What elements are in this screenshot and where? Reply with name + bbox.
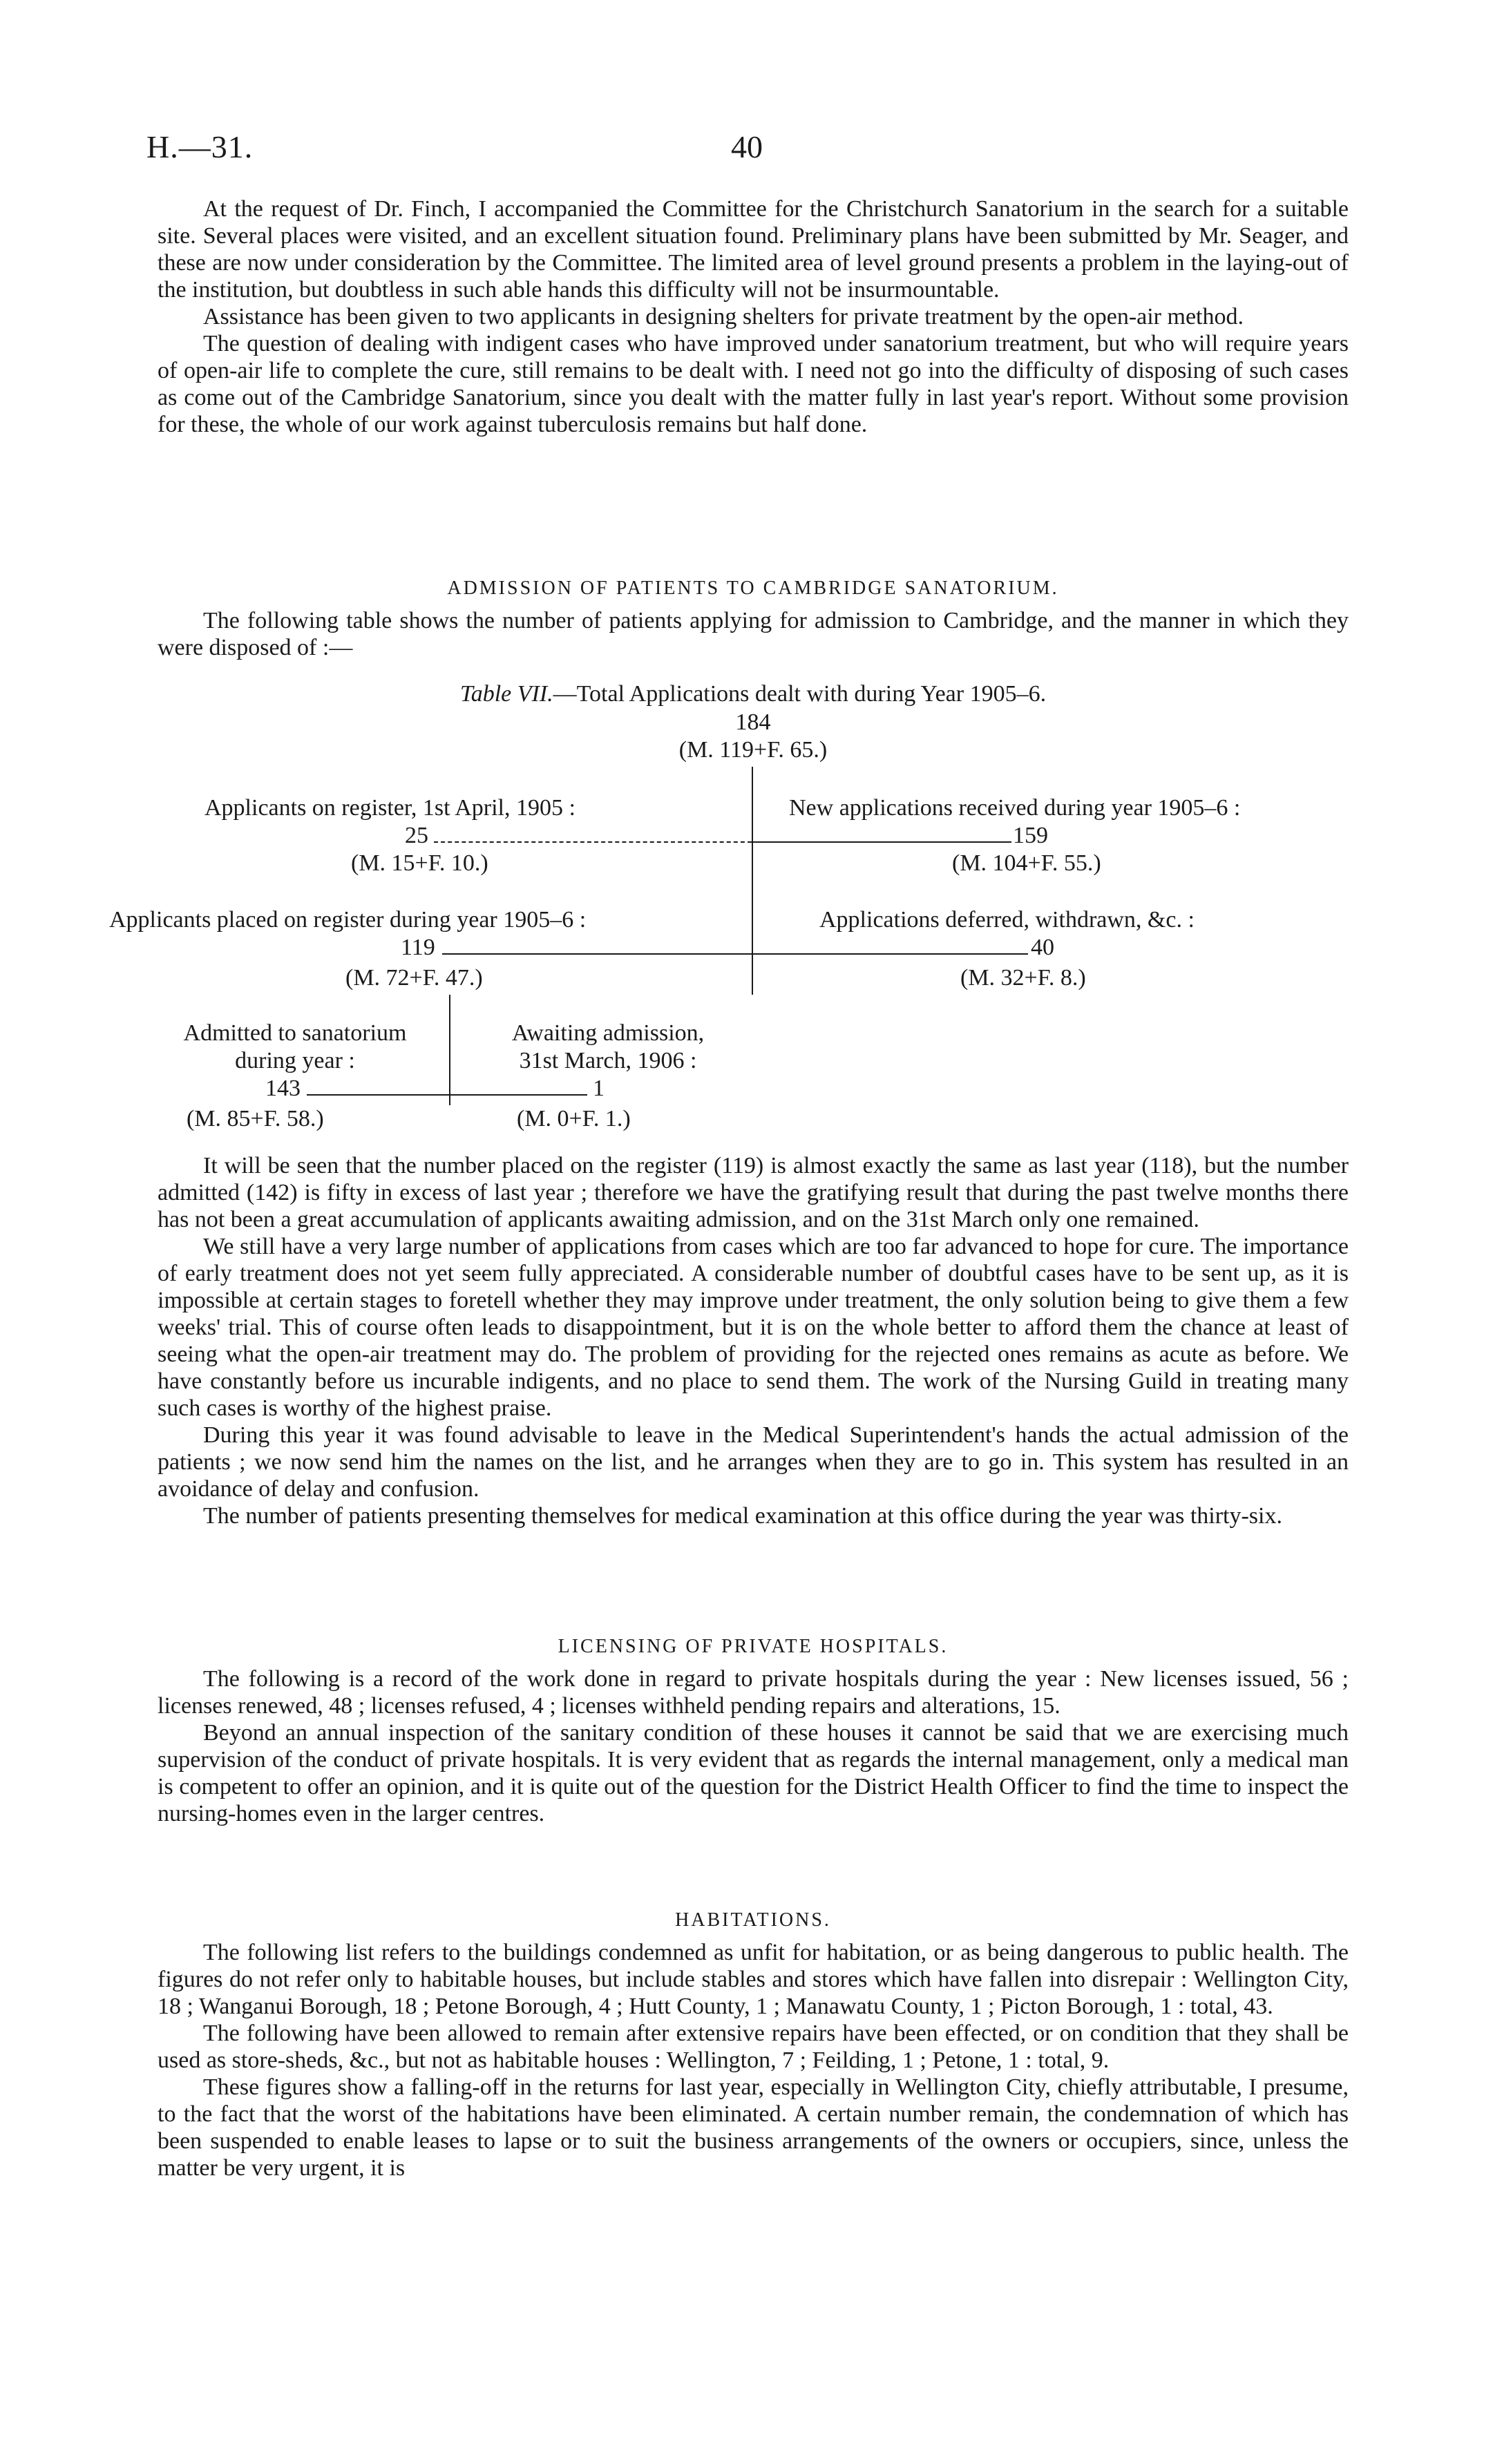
admitted-label: Admitted to sanatorium [183, 1020, 407, 1046]
register-start-label: Applicants on register, 1st April, 1905 : [205, 795, 576, 821]
table-caption-label: Table VII. [459, 681, 553, 707]
connector-horizontal [434, 841, 752, 843]
connector-horizontal [752, 841, 1011, 843]
placed-on-register-label: Applicants placed on register during year 1905–6 : [109, 907, 587, 933]
section-heading: LICENSING OF PRIVATE HOSPITALS. [558, 1636, 949, 1657]
total-split: (M. 119+F. 65.) [678, 737, 828, 763]
paragraph: The question of dealing with indigent cases who have improved under sanatorium treatment, but who will require years of open-air life to complete the cure, still remains to be dealt with. I need not go into the difficulty of disposing of such cases as come out of the Cambridge Sanatorium, since you dealt with the matter fully in last year's report. Without some provision for these, the whole of our work against tuberculosis remains but half done. [158, 331, 1349, 437]
paragraph: The number of patients presenting themselves for medical examination at this office during the year was thirty-six. [203, 1503, 1282, 1529]
discussion-paragraphs [158, 1152, 1349, 1529]
paragraph: The following table shows the number of patients applying for admission to Cambridge, and the manner in which they were disposed of :— [158, 608, 1349, 660]
admitted-value: 143 [265, 1076, 301, 1101]
register-start-split: (M. 15+F. 10.) [351, 850, 488, 876]
paragraph: Assistance has been given to two applicants in designing shelters for private treatment by the open-air method. [203, 304, 1244, 330]
paragraph: We still have a very large number of applications from cases which are too far advanced to hope for cure. The importance of early treatment does not yet seem fully appreciated. A considerable number of doubtful cases have to be sent up, as it is impossible at certain stages to foretell whether they may improve under treatment, the only solution being to give them a few weeks' trial. This of course often leads to disappointment, but it is on the whole better to afford them the chance at least of seeing what the open-air treatment may do. The problem of providing for the rejected ones remains as acute as before. We have constantly before us incurable indigents, and no place to send them. The work of the Nursing Guild in treating many such cases is worthy of the highest praise. [158, 1234, 1349, 1421]
awaiting-split: (M. 0+F. 1.) [517, 1106, 631, 1131]
connector-horizontal [449, 1094, 587, 1096]
table-caption [158, 681, 1349, 707]
total-value: 184 [735, 709, 771, 735]
document-reference: H.—31. [146, 129, 254, 164]
section-heading: HABITATIONS. [675, 1909, 831, 1931]
section-heading: ADMISSION OF PATIENTS TO CAMBRIDGE SANATORIUM. [447, 577, 1059, 599]
connector-vertical [752, 767, 753, 995]
habitations-section [158, 1907, 1349, 2181]
connector-vertical [449, 995, 450, 1105]
paragraph: During this year it was found advisable to leave in the Medical Superintendent's hands the actual admission of the patients ; we now send him the names on the list, and he arranges when they are to go in. This system has resulted in an avoidance of delay and confusion. [158, 1422, 1349, 1502]
admitted-split: (M. 85+F. 58.) [187, 1106, 324, 1131]
paragraph: It will be seen that the number placed on the register (119) is almost exactly the same as last year (118), but the number admitted (142) is fifty in excess of last year ; therefore we have the gratifying result that during the past twelve months there has not been a great accumulation of applicants awaiting admission, and on the 31st March only one remained. [158, 1153, 1349, 1232]
connector-horizontal [442, 953, 752, 955]
paragraph: The following is a record of the work done in regard to private hospitals during the year : New licenses issued, 56 ; licenses renewed, 48 ; licenses refused, 4 ; licenses withheld pending repairs and alterations, 15. [158, 1666, 1349, 1719]
paragraph: The following have been allowed to remain after extensive repairs have been effected, or on condition that they shall be used as store-sheds, &c., but not as habitable houses : Wellington, 7 ; Feilding, 1 ; Petone, 1 : total, 9. [158, 2021, 1349, 2073]
awaiting-label: Awaiting admission, [511, 1020, 705, 1046]
intro-paragraphs [158, 195, 1349, 438]
connector-horizontal [752, 953, 1028, 955]
deferred-value: 40 [1031, 935, 1054, 960]
placed-on-register-split: (M. 72+F. 47.) [345, 965, 483, 991]
paragraph: At the request of Dr. Finch, I accompanied the Committee for the Christchurch Sanatorium in the search for a suitable site. Several places were visited, and an excellent situation found. Preliminary plans have been submitted by Mr. Seager, and these are now under consideration by the Committee. The limited area of level ground presents a problem in the laying-out of the institution, but doubtless in such able hands this difficulty will not be insurmountable. [158, 196, 1349, 303]
new-applications-split: (M. 104+F. 55.) [952, 850, 1101, 876]
page-number: 40 [731, 129, 763, 164]
new-applications-value: 159 [1013, 823, 1048, 848]
new-applications-label: New applications received during year 1905–6 : [789, 795, 1241, 821]
placed-on-register-value: 119 [401, 935, 435, 960]
licensing-section [158, 1633, 1349, 1827]
paragraph: These figures show a falling-off in the returns for last year, especially in Wellington City, chiefly attributable, I presume, to the fact that the worst of the habitations have been eliminated. A certain number remain, the condemnation of which has been suspended to enable leases to lapse or to suit the business arrangements of the owners or occupiers, since, unless the matter be very urgent, it is [158, 2074, 1349, 2181]
admitted-label-line2: during year : [235, 1048, 355, 1073]
register-start-value: 25 [405, 823, 428, 848]
paragraph: The following list refers to the buildings condemned as unfit for habitation, or as being dangerous to public health. The figures do not refer only to habitable houses, but include stables and stores which have fallen into disrepair : Wellington City, 18 ; Wanganui Borough, 18 ; Petone Borough, 4 ; Hutt County, 1 ; Manawatu County, 1 ; Picton Borough, 1 : total, 43. [158, 1940, 1349, 2019]
connector-horizontal [307, 1094, 449, 1096]
awaiting-value: 1 [593, 1076, 605, 1101]
table-caption-text: —Total Applications dealt with during Year 1905–6. [553, 681, 1047, 707]
awaiting-label-line2: 31st March, 1906 : [519, 1048, 697, 1073]
deferred-split: (M. 32+F. 8.) [960, 965, 1086, 991]
paragraph: Beyond an annual inspection of the sanitary condition of these houses it cannot be said that we are exercising much supervision of the conduct of private hospitals. It is very evident that as regards the internal management, only a medical man is competent to offer an opinion, and it is quite out of the question for the District Health Officer to find the time to inspect the nursing-homes even in the larger centres. [158, 1720, 1349, 1826]
deferred-label: Applications deferred, withdrawn, &c. : [819, 907, 1195, 933]
admission-section [158, 575, 1349, 661]
